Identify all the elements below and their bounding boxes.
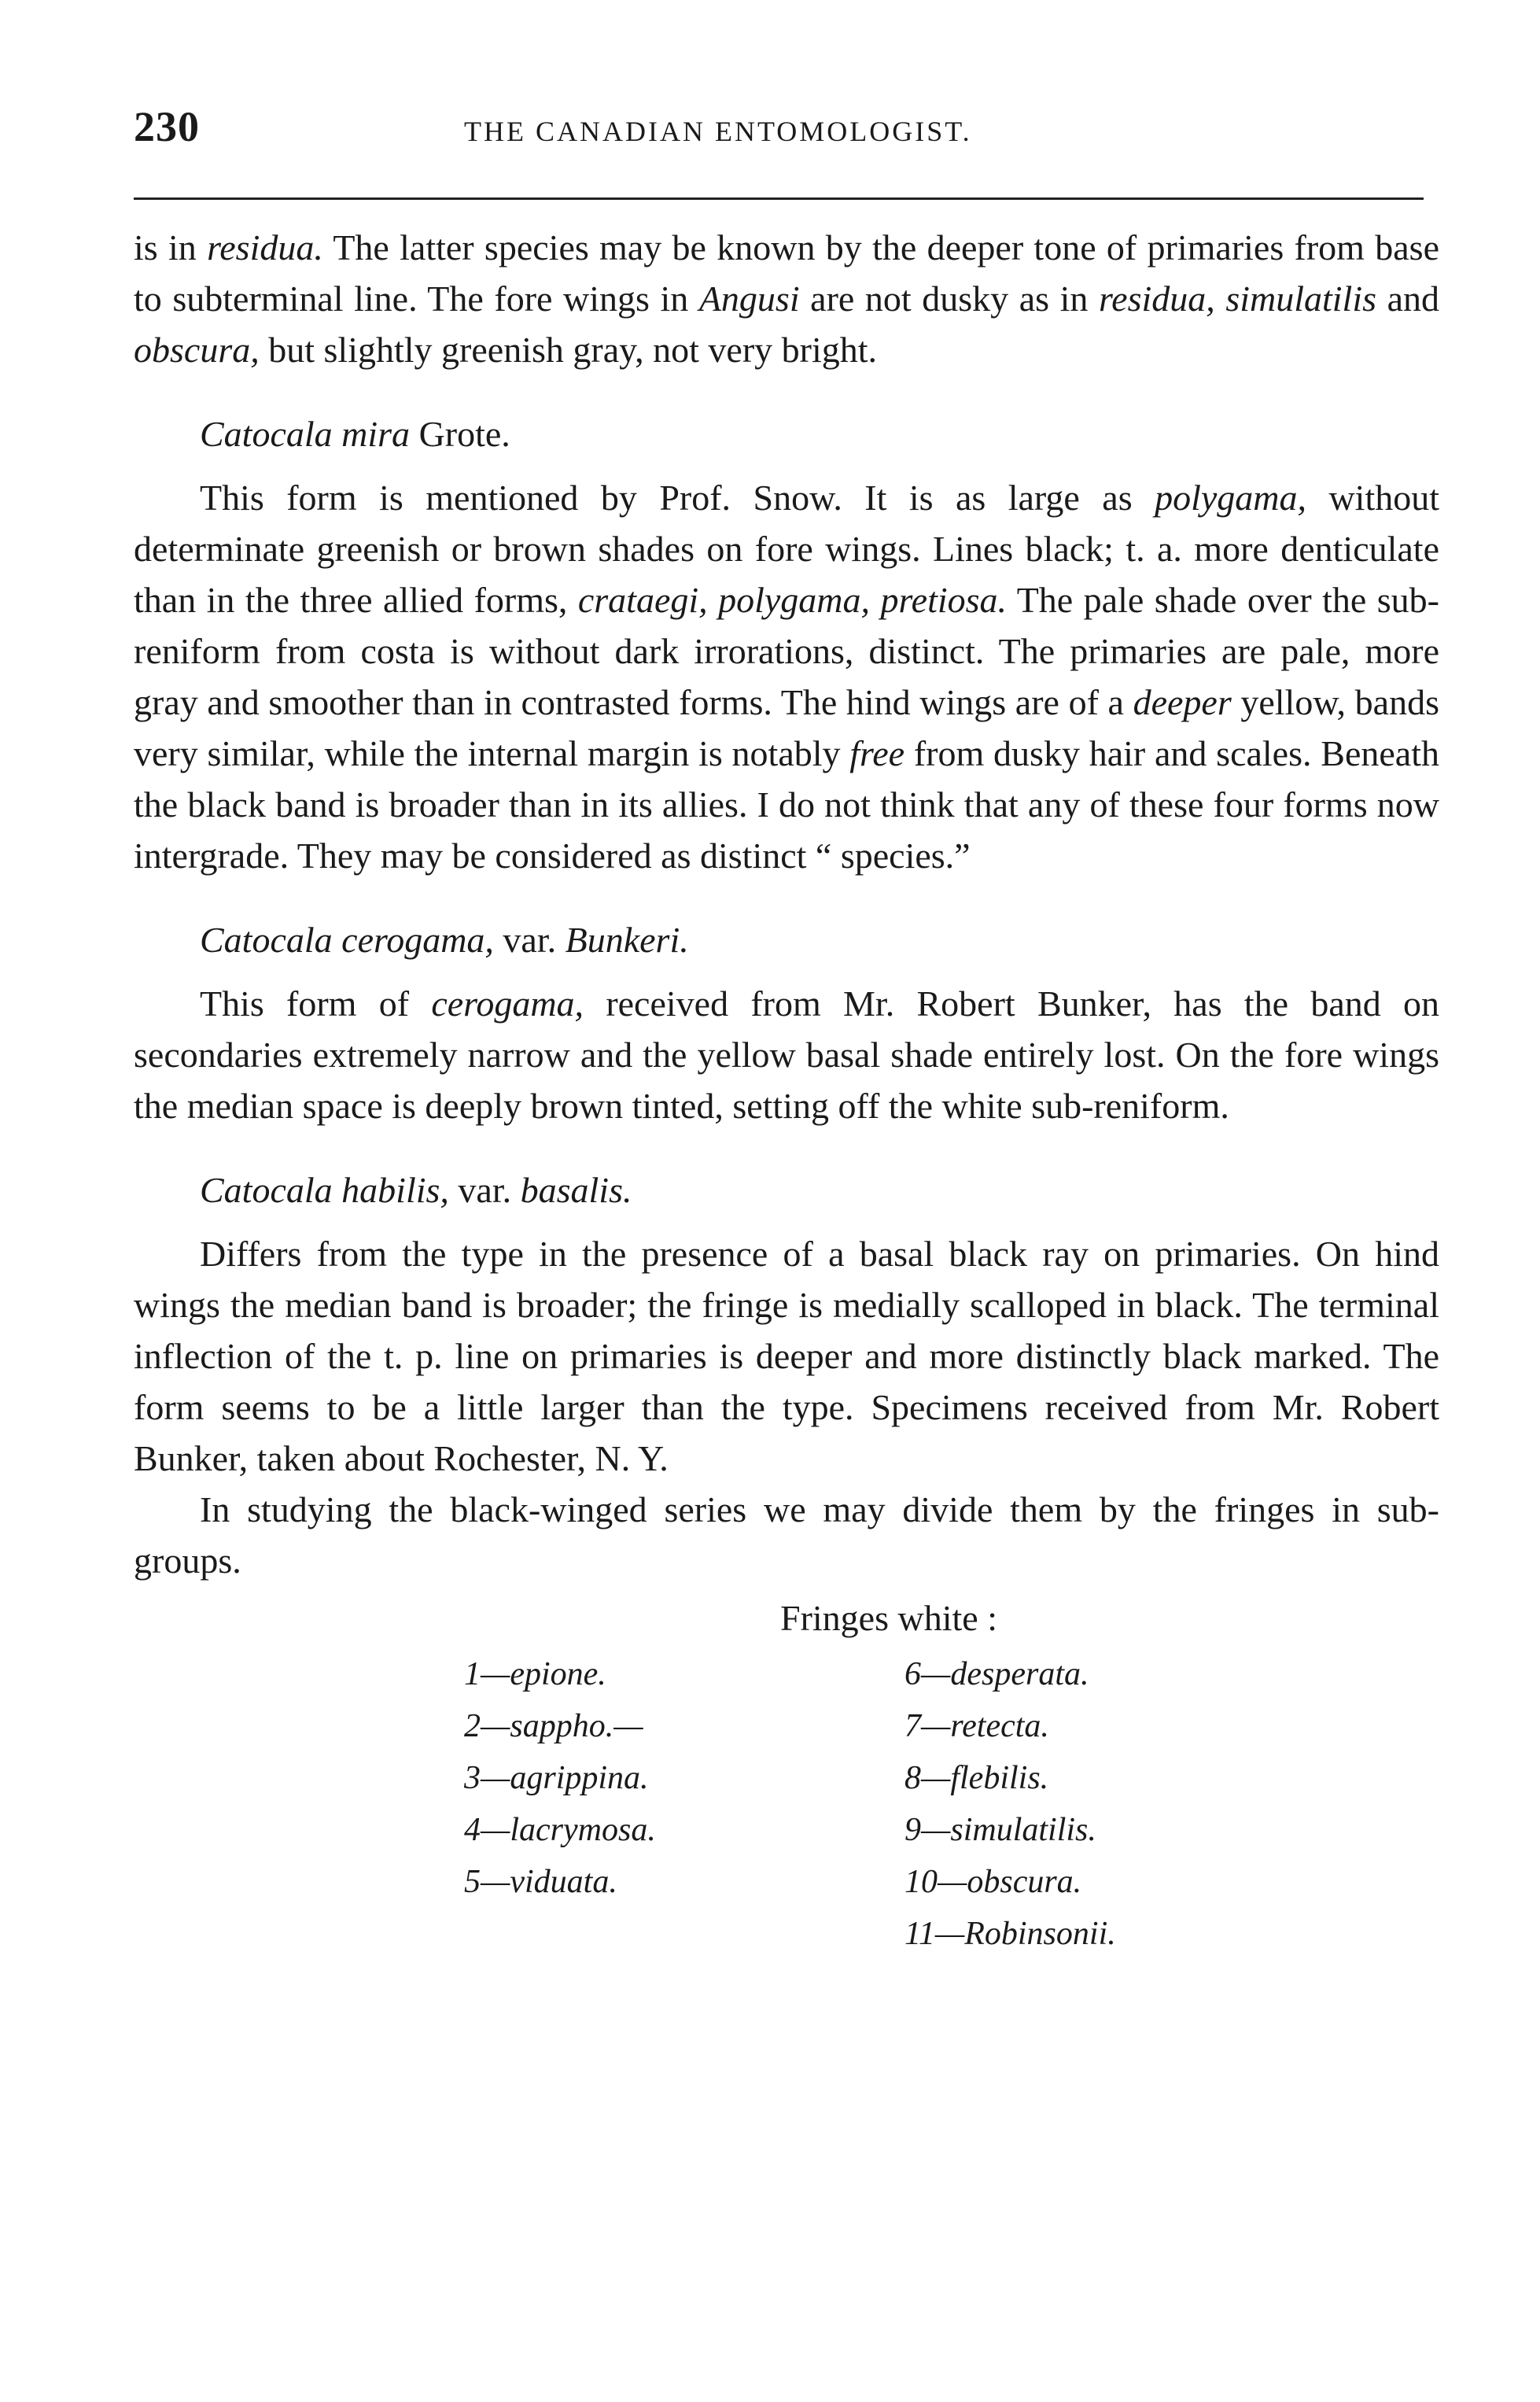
paragraph-mira: This form is mentioned by Prof. Snow. It is as large as polygama, without determinate greenish or brown shades on fore wings. Lines black; t. a. more denticulate than in the three allied forms, crataegi, polygama, pretiosa. The pale shade over the sub-reniform from costa is without dark irrorations, distinct. The primaries are pale, more gray and smoother than in contrasted forms. The hind wings are of a deeper yellow, bands very similar, while the internal margin is notably free from dusky hair and scales. Beneath the black band is broader than in its allies. I do not think that any of these four forms now intergrade. They may be considered as distinct “ species.” [134, 478, 1439, 876]
list-item: 4—lacrymosa. [464, 1812, 656, 1848]
fringes-white-title: Fringes white : [780, 1598, 997, 1638]
running-head: THE CANADIAN ENTOMOLOGIST. [464, 116, 972, 147]
section-heading-basalis: Catocala habilis, var. basalis. [200, 1170, 632, 1210]
list-item: 3—agrippina. [464, 1760, 649, 1796]
page-header [134, 94, 1439, 169]
section-heading-mira: Catocala mira Grote. [200, 414, 510, 454]
paragraph-basalis: Differs from the type in the presence of a basal black ray on primaries. On hind wings the median band is broader; the fringe is medially scalloped in black. The terminal inflection of the t. p. line on primaries is deeper and more distinctly black marked. The form seems to be a little larger than the type. Specimens received from Mr. Robert Bunker, taken about Rochester, N. Y. [134, 1234, 1439, 1478]
list-item: 1—epione. [464, 1656, 606, 1692]
paragraph-study: In studying the black-winged series we may divide them by the fringes in sub-groups. [134, 1489, 1439, 1581]
paragraph-bunkeri: This form of cerogama, received from Mr. Robert Bunker, has the band on secondaries extremely narrow and the yellow basal shade entirely lost. On the fore wings the median space is deeply brown tinted, setting off the white sub-reniform. [134, 983, 1439, 1126]
list-item: 6—desperata. [904, 1656, 1089, 1692]
paragraph-residua: is in residua. The latter species may be known by the deeper tone of primaries from base to subterminal line. The fore wings in Angusi are not dusky as in residua, simulatilis and obscura, but slightly greenish gray, not very bright. [134, 227, 1440, 370]
species-list-right [904, 1648, 1116, 1960]
list-item: 2—sappho.— [464, 1708, 643, 1744]
page [134, 94, 1439, 2010]
list-item: 11—Robinsonii. [904, 1916, 1116, 1952]
header-rule [134, 197, 1424, 200]
species-list-left [464, 1648, 656, 1908]
list-item: 7—retecta. [904, 1708, 1049, 1744]
list-item: 5—viduata. [464, 1864, 617, 1900]
section-heading-bunkeri: Catocala cerogama, var. Bunkeri. [200, 920, 689, 960]
list-item: 9—simulatilis. [904, 1812, 1096, 1848]
list-item: 8—flebilis. [904, 1760, 1049, 1796]
list-item: 10—obscura. [904, 1864, 1082, 1900]
page-number: 230 [134, 103, 200, 150]
species-list [134, 1648, 1439, 2010]
